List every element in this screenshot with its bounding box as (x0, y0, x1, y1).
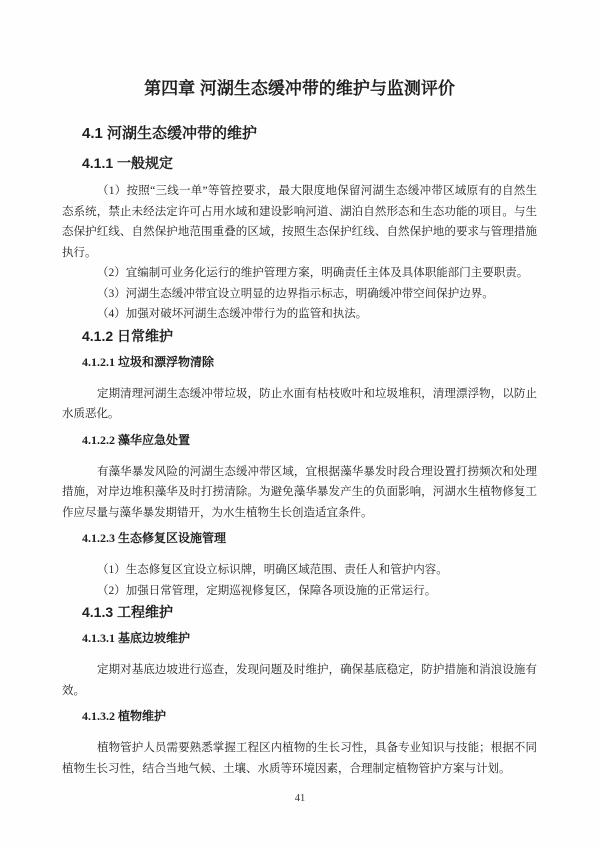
subsection-heading-4-1-3: 4.1.3 工程维护 (82, 604, 174, 620)
list-item-general-3: （3）河湖生态缓冲带宜设立明显的边界指示标志，明确缓冲带空间保护边界。 (97, 287, 494, 300)
chapter-title: 第四章 河湖生态缓冲带的维护与监测评价 (144, 79, 455, 98)
clause-heading-4-1-3-2: 4.1.3.2 植物维护 (82, 709, 167, 723)
clause-heading-4-1-3-1: 4.1.3.1 基底边坡维护 (82, 631, 191, 645)
clause-heading-4-1-2-3: 4.1.2.3 生态修复区设施管理 (82, 531, 227, 545)
clause-body-4-1-3-2: 植物管护人员需要熟悉掌握工程区内植物的生长习性，具备专业知识与技能；根据不同植物生长习性，结合当地气候、土壤、水质等环境因素，合理制定植物管护方案与计划。 (62, 742, 537, 775)
list-item-general-4: （4）加强对破坏河湖生态缓冲带行为的监管和执法。 (97, 308, 368, 320)
clause-heading-4-1-2-1: 4.1.2.1 垃圾和漂浮物清除 (82, 354, 215, 369)
page-number: 41 (294, 793, 306, 804)
list-item-facility-2: （2）加强日常管理，定期巡视修复区，保障各项设施的正常运行。 (97, 584, 437, 597)
subsection-heading-4-1-2: 4.1.2 日常维护 (82, 327, 174, 344)
list-item-general-1: （1）按照“三线一单”等管控要求，最大限度地保留河湖生态缓冲带区域原有的自然生态系统，禁止未经法定许可占用水域和建设影响河道、湖泊自然形态和生态功能的项目。与生态保护红线、自然保护地范围重叠的区域，按照生态保护红线、自然保护地的要求与管理措施执行。 (62, 185, 537, 259)
section-heading-4-1: 4.1 河湖生态缓冲带的维护 (82, 125, 258, 142)
clause-body-4-1-2-2: 有藻华暴发风险的河湖生态缓冲带区域，宜根据藻华暴发时段合理设置打捞频次和处理措施，对岸边堆积藻华及时打捞清除。为避免藻华暴发产生的负面影响，河湖水生植物修复工作应尽量与藻华暴发期错开，为水生植物生长创造适宜条件。 (62, 465, 537, 519)
clause-body-4-1-3-1: 定期对基底边坡进行巡查，发现问题及时维护，确保基底稳定，防护措施和消浪设施有效。 (62, 664, 537, 697)
subsection-heading-4-1-1: 4.1.1 一般规定 (82, 155, 174, 171)
list-item-facility-1: （1）生态修复区宜设立标识牌，明确区域范围、责任人和管护内容。 (97, 564, 448, 576)
list-item-general-2: （2）宜编制可业务化运行的维护管理方案，明确责任主体及具体职能部门主要职责。 (97, 267, 529, 279)
clause-body-4-1-2-1: 定期清理河湖生态缓冲带垃圾，防止水面有枯枝败叶和垃圾堆积，清理漂浮物，以防止水质恶化。 (62, 387, 537, 420)
clause-heading-4-1-2-2: 4.1.2.2 藻华应急处置 (82, 432, 191, 447)
